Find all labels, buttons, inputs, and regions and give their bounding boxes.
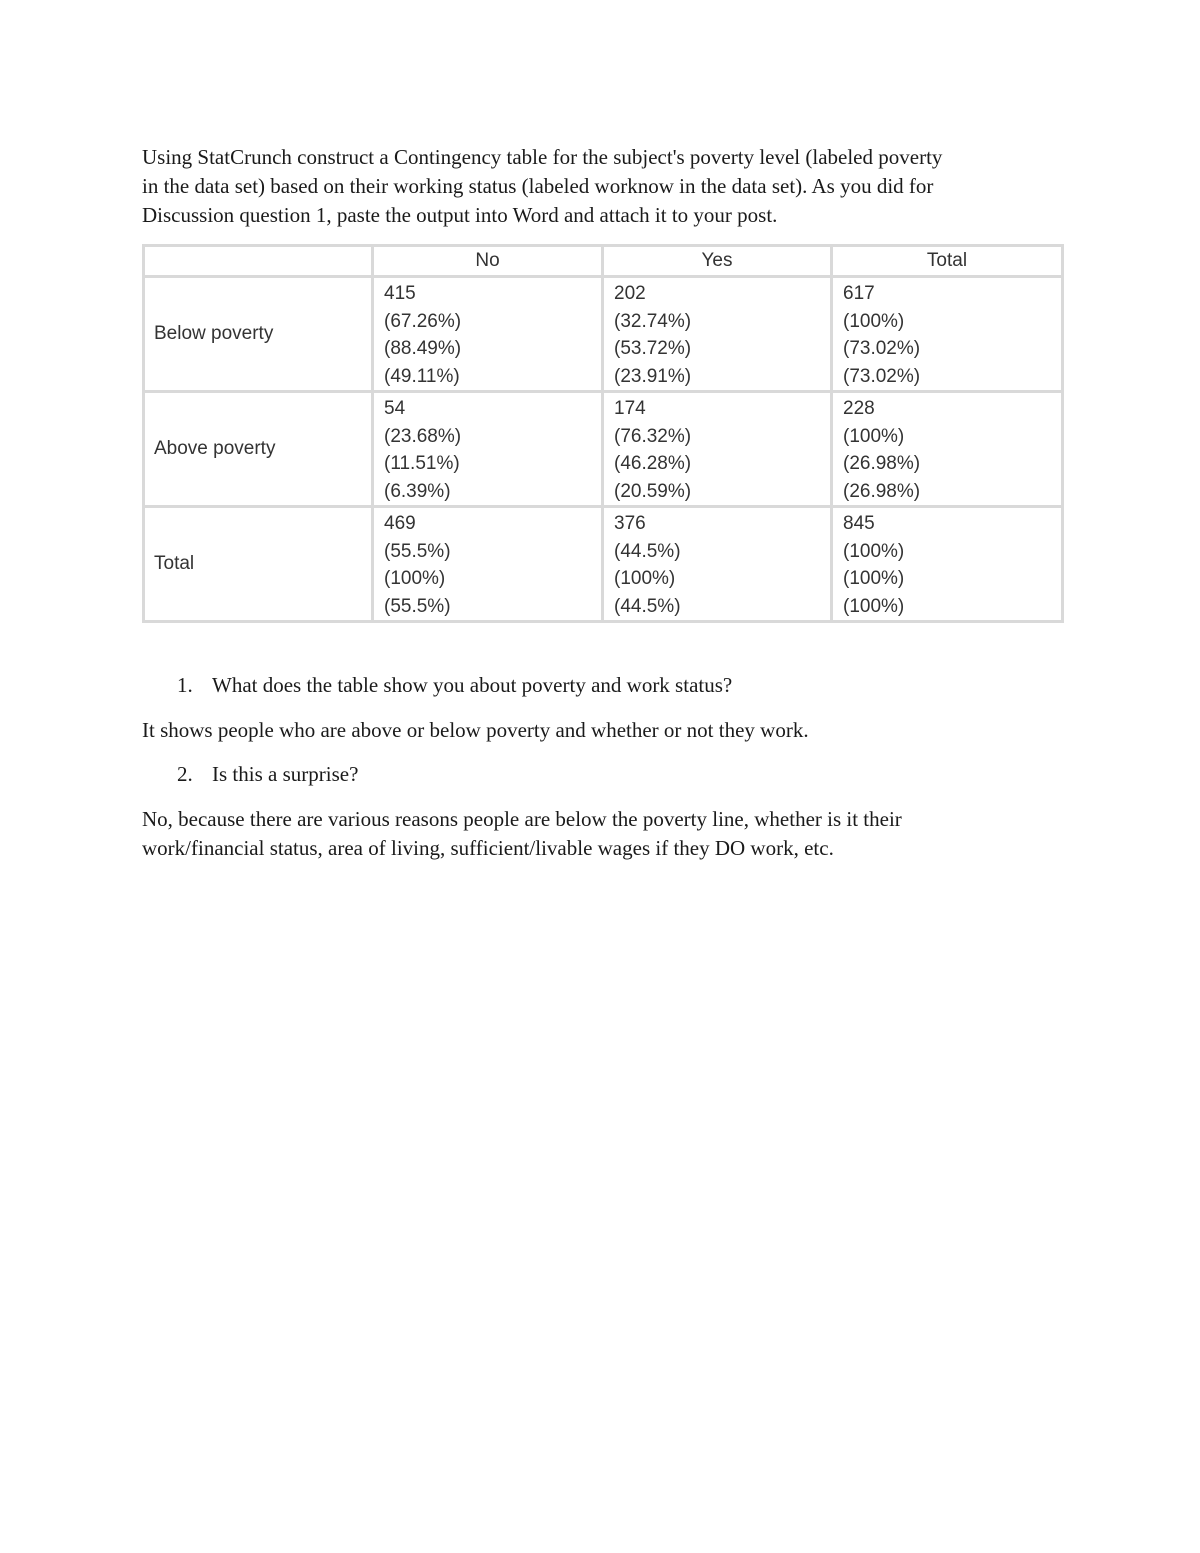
- intro-line-1: Using StatCrunch construct a Contingency table for the subject's poverty level (labeled poverty: [142, 145, 943, 169]
- cell-total-percent: (26.98%): [843, 480, 921, 502]
- answer-1: [142, 716, 1042, 745]
- cell-count: 376: [614, 513, 646, 534]
- table-cell: [373, 392, 603, 507]
- header-no: No: [373, 246, 603, 277]
- cell-count: 202: [614, 283, 646, 304]
- cell-count: 54: [384, 398, 406, 419]
- cell-total-percent: (6.39%): [384, 480, 451, 502]
- row-label: Below poverty: [144, 277, 373, 392]
- cell-column-percent: (100%): [614, 568, 676, 589]
- answer-2: [142, 805, 1012, 863]
- table-cell: [373, 507, 603, 622]
- cell-row-percent: (23.68%): [384, 425, 462, 447]
- cell-count: 845: [843, 513, 875, 534]
- question-number: 1.: [177, 673, 193, 697]
- cell-count: 174: [614, 398, 646, 419]
- table-cell: [603, 277, 832, 392]
- table-cell: [832, 392, 1063, 507]
- cell-total-percent: (73.02%): [843, 365, 921, 387]
- cell-column-percent: (100%): [843, 568, 905, 589]
- table-cell: [832, 507, 1063, 622]
- table-header-row: [144, 246, 1063, 277]
- intro-paragraph: [142, 143, 1052, 230]
- intro-line-3: Discussion question 1, paste the output into Word and attach it to your post.: [142, 203, 778, 227]
- question-1: [142, 671, 1077, 700]
- question-text: What does the table show you about poverty and work status?: [212, 673, 733, 697]
- cell-count: 228: [843, 398, 875, 419]
- contingency-table: [142, 244, 1064, 623]
- answer-line: work/financial status, area of living, sufficient/livable wages if they DO work, etc.: [142, 836, 834, 860]
- table-row-above-poverty: [144, 392, 1063, 507]
- cell-row-percent: (100%): [843, 540, 905, 562]
- answer-line: No, because there are various reasons people are below the poverty line, whether is it their: [142, 807, 902, 831]
- cell-column-percent: (11.51%): [384, 453, 460, 474]
- table-cell: [373, 277, 603, 392]
- table-cell: [603, 507, 832, 622]
- header-total: Total: [832, 246, 1063, 277]
- row-label: Above poverty: [144, 392, 373, 507]
- cell-column-percent: (53.72%): [614, 338, 692, 359]
- cell-column-percent: (73.02%): [843, 338, 921, 359]
- cell-total-percent: (20.59%): [614, 480, 692, 502]
- cell-row-percent: (55.5%): [384, 540, 451, 562]
- cell-total-percent: (49.11%): [384, 365, 460, 387]
- cell-column-percent: (100%): [384, 568, 446, 589]
- row-label: Total: [144, 507, 373, 622]
- intro-line-2: in the data set) based on their working status (labeled worknow in the data set). As you did for: [142, 174, 934, 198]
- table-row-total: [144, 507, 1063, 622]
- cell-row-percent: (100%): [843, 425, 905, 447]
- cell-count: 415: [384, 283, 416, 304]
- table-row-below-poverty: [144, 277, 1063, 392]
- cell-row-percent: (100%): [843, 310, 905, 332]
- cell-count: 617: [843, 283, 875, 304]
- cell-column-percent: (26.98%): [843, 453, 921, 474]
- cell-count: 469: [384, 513, 416, 534]
- cell-total-percent: (55.5%): [384, 595, 451, 617]
- cell-column-percent: (46.28%): [614, 453, 692, 474]
- cell-row-percent: (76.32%): [614, 425, 692, 447]
- cell-total-percent: (100%): [843, 595, 905, 617]
- answer-line: It shows people who are above or below poverty and whether or not they work.: [142, 718, 809, 742]
- question-2: [142, 760, 1077, 789]
- table-cell: [832, 277, 1063, 392]
- header-corner: [144, 246, 373, 277]
- header-yes: Yes: [603, 246, 832, 277]
- cell-total-percent: (23.91%): [614, 365, 692, 387]
- question-text: Is this a surprise?: [212, 762, 359, 786]
- cell-row-percent: (67.26%): [384, 310, 462, 332]
- cell-row-percent: (44.5%): [614, 540, 681, 562]
- question-number: 2.: [177, 762, 193, 786]
- cell-row-percent: (32.74%): [614, 310, 692, 332]
- cell-total-percent: (44.5%): [614, 595, 681, 617]
- table-cell: [603, 392, 832, 507]
- cell-column-percent: (88.49%): [384, 338, 462, 359]
